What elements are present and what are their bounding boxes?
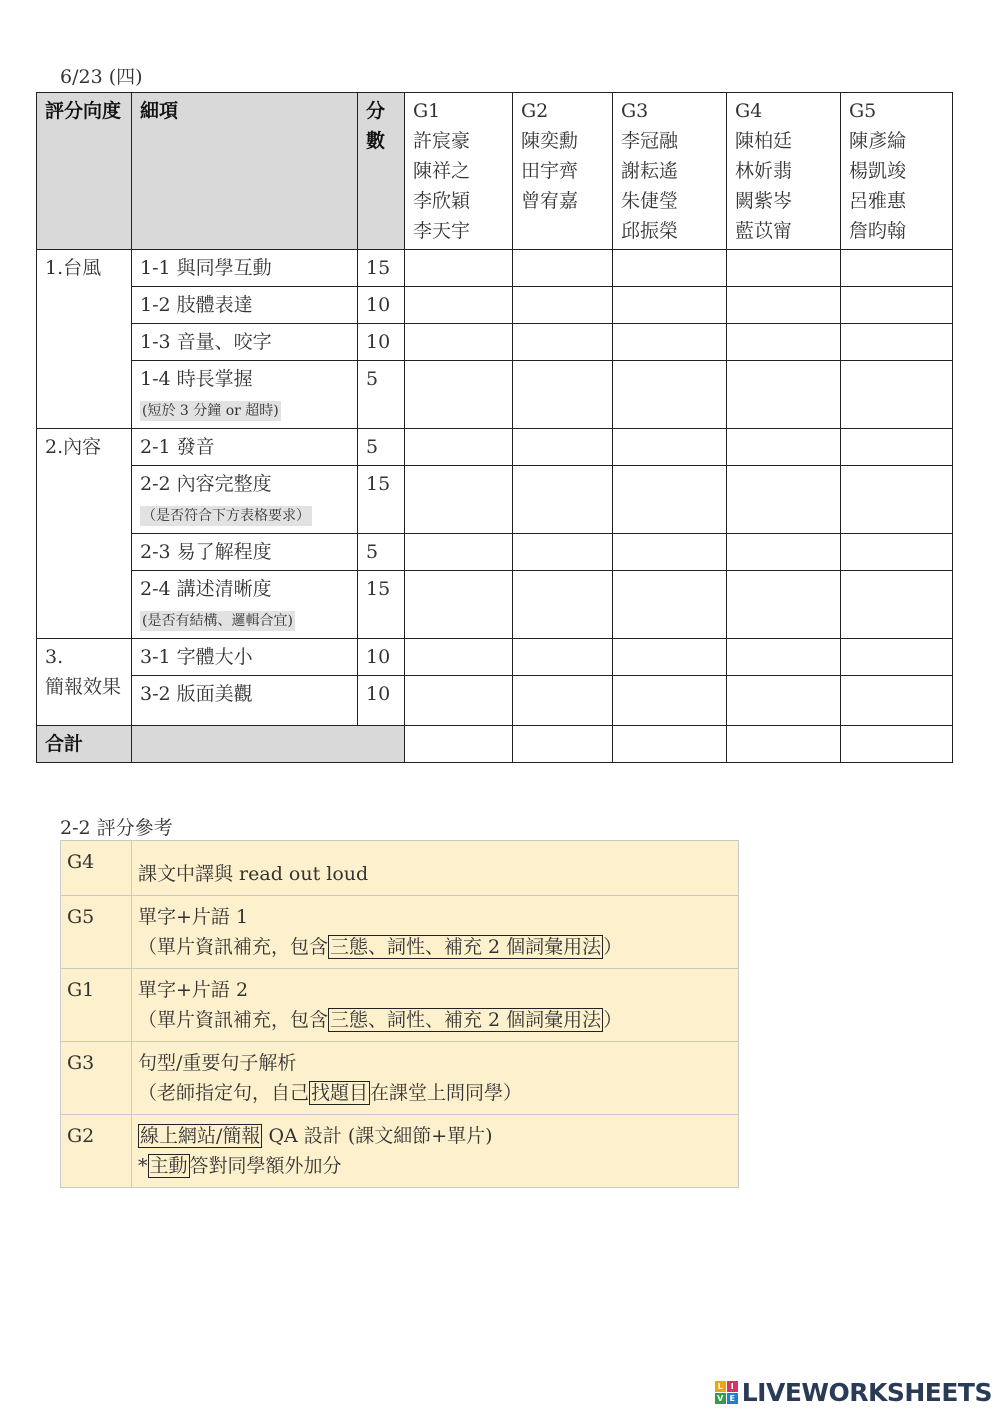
reference-desc bbox=[132, 1042, 739, 1115]
logo-letter: I bbox=[727, 1381, 738, 1392]
score-cell[interactable] bbox=[727, 250, 841, 287]
section-label-line: 簡報效果 bbox=[45, 676, 122, 698]
item-detail bbox=[132, 571, 358, 639]
score-cell[interactable] bbox=[613, 361, 727, 429]
logo-mark-icon bbox=[715, 1381, 738, 1404]
reference-title: 2-2 評分參考 bbox=[60, 817, 173, 839]
score-cell[interactable] bbox=[405, 571, 513, 639]
group-header-g4 bbox=[727, 93, 841, 250]
group-member: 李欣穎 bbox=[413, 190, 471, 212]
boxed-text: 三態、詞性、補充 2 個詞彙用法 bbox=[330, 1009, 602, 1031]
score-cell[interactable] bbox=[613, 324, 727, 361]
score-cell[interactable] bbox=[841, 534, 953, 571]
score-cell[interactable] bbox=[513, 429, 613, 466]
score-cell[interactable] bbox=[613, 287, 727, 324]
item-score: 10 bbox=[358, 324, 405, 361]
header-row bbox=[37, 93, 953, 250]
score-cell[interactable] bbox=[841, 287, 953, 324]
group-member: 陳柏廷 bbox=[735, 130, 793, 152]
score-cell[interactable] bbox=[613, 639, 727, 676]
score-cell[interactable] bbox=[405, 361, 513, 429]
reference-line: 句型/重要句子解析 bbox=[138, 1052, 297, 1074]
item-score: 5 bbox=[358, 429, 405, 466]
table-row bbox=[37, 429, 953, 466]
reference-row bbox=[61, 1115, 739, 1188]
total-label: 合計 bbox=[37, 726, 132, 763]
group-header-g1 bbox=[405, 93, 513, 250]
text-part: （老師指定句，自己 bbox=[138, 1082, 310, 1104]
item-score: 15 bbox=[358, 466, 405, 534]
score-cell[interactable] bbox=[613, 676, 727, 726]
table-row bbox=[37, 324, 953, 361]
reference-line bbox=[138, 1151, 732, 1181]
score-cell[interactable] bbox=[513, 250, 613, 287]
item-name: 2-1 發音 bbox=[132, 429, 358, 466]
score-cell[interactable] bbox=[841, 676, 953, 726]
item-score: 10 bbox=[358, 676, 405, 726]
score-cell[interactable] bbox=[513, 571, 613, 639]
reference-line bbox=[138, 1121, 732, 1151]
score-cell[interactable] bbox=[841, 639, 953, 676]
group-member: 朱倢瑩 bbox=[621, 190, 679, 212]
score-cell[interactable] bbox=[727, 429, 841, 466]
item-name: 1-1 與同學互動 bbox=[132, 250, 358, 287]
reference-group: G4 bbox=[61, 841, 132, 896]
group-label: G5 bbox=[849, 100, 877, 122]
score-cell[interactable] bbox=[841, 324, 953, 361]
score-cell[interactable] bbox=[405, 676, 513, 726]
group-header-g2 bbox=[513, 93, 613, 250]
group-member: 李冠融 bbox=[621, 130, 679, 152]
score-cell[interactable] bbox=[613, 466, 727, 534]
score-cell[interactable] bbox=[513, 676, 613, 726]
score-cell[interactable] bbox=[405, 639, 513, 676]
score-cell[interactable] bbox=[513, 466, 613, 534]
header-detail: 細項 bbox=[132, 93, 358, 250]
reference-row bbox=[61, 969, 739, 1042]
group-label: G2 bbox=[521, 100, 549, 122]
group-member: 楊凱竣 bbox=[849, 160, 907, 182]
score-cell[interactable] bbox=[727, 571, 841, 639]
section-label: 1.台風 bbox=[37, 250, 132, 429]
text-part: ） bbox=[603, 936, 623, 958]
reference-desc bbox=[132, 841, 739, 896]
item-name: 1-3 音量、咬字 bbox=[132, 324, 358, 361]
reference-group: G3 bbox=[61, 1042, 132, 1115]
header-score: 分數 bbox=[358, 93, 405, 250]
text-part: 答對同學額外加分 bbox=[189, 1155, 342, 1177]
item-name: 2-3 易了解程度 bbox=[132, 534, 358, 571]
reference-table bbox=[60, 840, 739, 1188]
item-score: 10 bbox=[358, 639, 405, 676]
table-row bbox=[37, 534, 953, 571]
item-detail bbox=[132, 466, 358, 534]
item-name: 3-1 字體大小 bbox=[132, 639, 358, 676]
boxed-text: 主動 bbox=[149, 1155, 188, 1177]
score-cell[interactable] bbox=[841, 466, 953, 534]
item-score: 10 bbox=[358, 287, 405, 324]
text-part: QA 設計 (課文細節+單片) bbox=[262, 1125, 493, 1147]
group-member: 李天宇 bbox=[413, 220, 471, 242]
table-row bbox=[37, 361, 953, 429]
logo-letter: V bbox=[715, 1393, 726, 1404]
item-note: （是否符合下方表格要求） bbox=[142, 508, 310, 524]
score-cell[interactable] bbox=[613, 534, 727, 571]
table-row bbox=[37, 250, 953, 287]
score-cell[interactable] bbox=[841, 250, 953, 287]
group-header-g3 bbox=[613, 93, 727, 250]
score-cell[interactable] bbox=[405, 429, 513, 466]
item-score: 5 bbox=[358, 534, 405, 571]
reference-group: G2 bbox=[61, 1115, 132, 1188]
table-row bbox=[37, 639, 953, 676]
group-member: 藍苡甯 bbox=[735, 220, 793, 242]
total-cell[interactable] bbox=[405, 726, 513, 763]
group-label: G3 bbox=[621, 100, 649, 122]
text-part: 在課堂上問同學） bbox=[370, 1082, 523, 1104]
reference-line bbox=[138, 1078, 732, 1108]
score-cell[interactable] bbox=[513, 287, 613, 324]
group-member: 許宸豪 bbox=[413, 130, 471, 152]
score-cell[interactable] bbox=[727, 534, 841, 571]
date-label: 6/23 (四) bbox=[60, 66, 143, 88]
score-cell[interactable] bbox=[727, 361, 841, 429]
reference-desc bbox=[132, 1115, 739, 1188]
item-detail bbox=[132, 361, 358, 429]
reference-row bbox=[61, 896, 739, 969]
logo-text: LIVEWORKSHEETS bbox=[741, 1378, 992, 1407]
item-name: 1-4 時長掌握 bbox=[140, 368, 253, 390]
score-cell[interactable] bbox=[513, 361, 613, 429]
item-name: 2-2 內容完整度 bbox=[140, 473, 272, 495]
reference-desc bbox=[132, 896, 739, 969]
item-score: 15 bbox=[358, 250, 405, 287]
score-cell[interactable] bbox=[513, 534, 613, 571]
total-row bbox=[37, 726, 953, 763]
text-part: （單片資訊補充，包含 bbox=[138, 936, 329, 958]
score-cell[interactable] bbox=[613, 571, 727, 639]
group-member: 陳彥綸 bbox=[849, 130, 907, 152]
score-cell[interactable] bbox=[405, 250, 513, 287]
boxed-text: 三態、詞性、補充 2 個詞彙用法 bbox=[330, 936, 602, 958]
group-header-g5 bbox=[841, 93, 953, 250]
total-cell[interactable] bbox=[513, 726, 613, 763]
group-member: 田宇齊 bbox=[521, 160, 579, 182]
reference-desc bbox=[132, 969, 739, 1042]
score-cell[interactable] bbox=[727, 676, 841, 726]
table-row bbox=[37, 676, 953, 726]
score-cell[interactable] bbox=[405, 287, 513, 324]
reference-row bbox=[61, 841, 739, 896]
text-part: ） bbox=[603, 1009, 623, 1031]
score-cell[interactable] bbox=[841, 429, 953, 466]
score-cell[interactable] bbox=[405, 466, 513, 534]
total-cell[interactable] bbox=[841, 726, 953, 763]
score-cell[interactable] bbox=[405, 324, 513, 361]
liveworksheets-logo bbox=[715, 1378, 992, 1407]
score-cell[interactable] bbox=[727, 324, 841, 361]
score-cell[interactable] bbox=[841, 361, 953, 429]
item-name: 1-2 肢體表達 bbox=[132, 287, 358, 324]
total-blank bbox=[132, 726, 405, 763]
score-cell[interactable] bbox=[405, 534, 513, 571]
table-row bbox=[37, 287, 953, 324]
logo-letter: E bbox=[727, 1393, 738, 1404]
score-cell[interactable] bbox=[841, 571, 953, 639]
section-label-line: 3. bbox=[45, 646, 64, 668]
boxed-text: 找題目 bbox=[311, 1082, 369, 1104]
text-part: （單片資訊補充，包含 bbox=[138, 1009, 329, 1031]
reference-line: 課文中譯與 read out loud bbox=[138, 863, 369, 885]
logo-letter: L bbox=[715, 1381, 726, 1392]
header-dimension: 評分向度 bbox=[37, 93, 132, 250]
score-cell[interactable] bbox=[513, 639, 613, 676]
grading-table bbox=[36, 92, 953, 763]
reference-line: 單字+片語 2 bbox=[138, 979, 249, 1001]
reference-group: G1 bbox=[61, 969, 132, 1042]
total-cell[interactable] bbox=[727, 726, 841, 763]
group-member: 林妡翡 bbox=[735, 160, 793, 182]
section-label: 2.內容 bbox=[37, 429, 132, 639]
group-member: 陳祥之 bbox=[413, 160, 471, 182]
group-member: 曾宥嘉 bbox=[521, 190, 579, 212]
table-row bbox=[37, 466, 953, 534]
boxed-text: 線上網站/簡報 bbox=[140, 1125, 261, 1147]
item-name: 3-2 版面美觀 bbox=[132, 676, 358, 726]
group-member: 闕紫岑 bbox=[735, 190, 793, 212]
item-name: 2-4 講述清晰度 bbox=[140, 578, 272, 600]
total-cell[interactable] bbox=[613, 726, 727, 763]
section-label bbox=[37, 639, 132, 726]
group-member: 陳奕勳 bbox=[521, 130, 579, 152]
reference-row bbox=[61, 1042, 739, 1115]
group-member: 詹昀翰 bbox=[849, 220, 907, 242]
reference-line bbox=[138, 932, 732, 962]
score-cell[interactable] bbox=[513, 324, 613, 361]
item-score: 5 bbox=[358, 361, 405, 429]
group-label: G4 bbox=[735, 100, 763, 122]
reference-line: 單字+片語 1 bbox=[138, 906, 249, 928]
score-cell[interactable] bbox=[727, 639, 841, 676]
group-member: 謝耘遙 bbox=[621, 160, 679, 182]
score-cell[interactable] bbox=[613, 250, 727, 287]
score-cell[interactable] bbox=[613, 429, 727, 466]
reference-line bbox=[138, 1005, 732, 1035]
item-note: (是否有結構、邏輯合宜) bbox=[142, 613, 293, 629]
group-member: 邱振榮 bbox=[621, 220, 679, 242]
group-label: G1 bbox=[413, 100, 441, 122]
score-cell[interactable] bbox=[727, 466, 841, 534]
text-part: * bbox=[138, 1155, 148, 1177]
item-note: (短於 3 分鐘 or 超時) bbox=[142, 403, 279, 419]
reference-group: G5 bbox=[61, 896, 132, 969]
table-row bbox=[37, 571, 953, 639]
item-score: 15 bbox=[358, 571, 405, 639]
group-member: 呂雅惠 bbox=[849, 190, 907, 212]
score-cell[interactable] bbox=[727, 287, 841, 324]
